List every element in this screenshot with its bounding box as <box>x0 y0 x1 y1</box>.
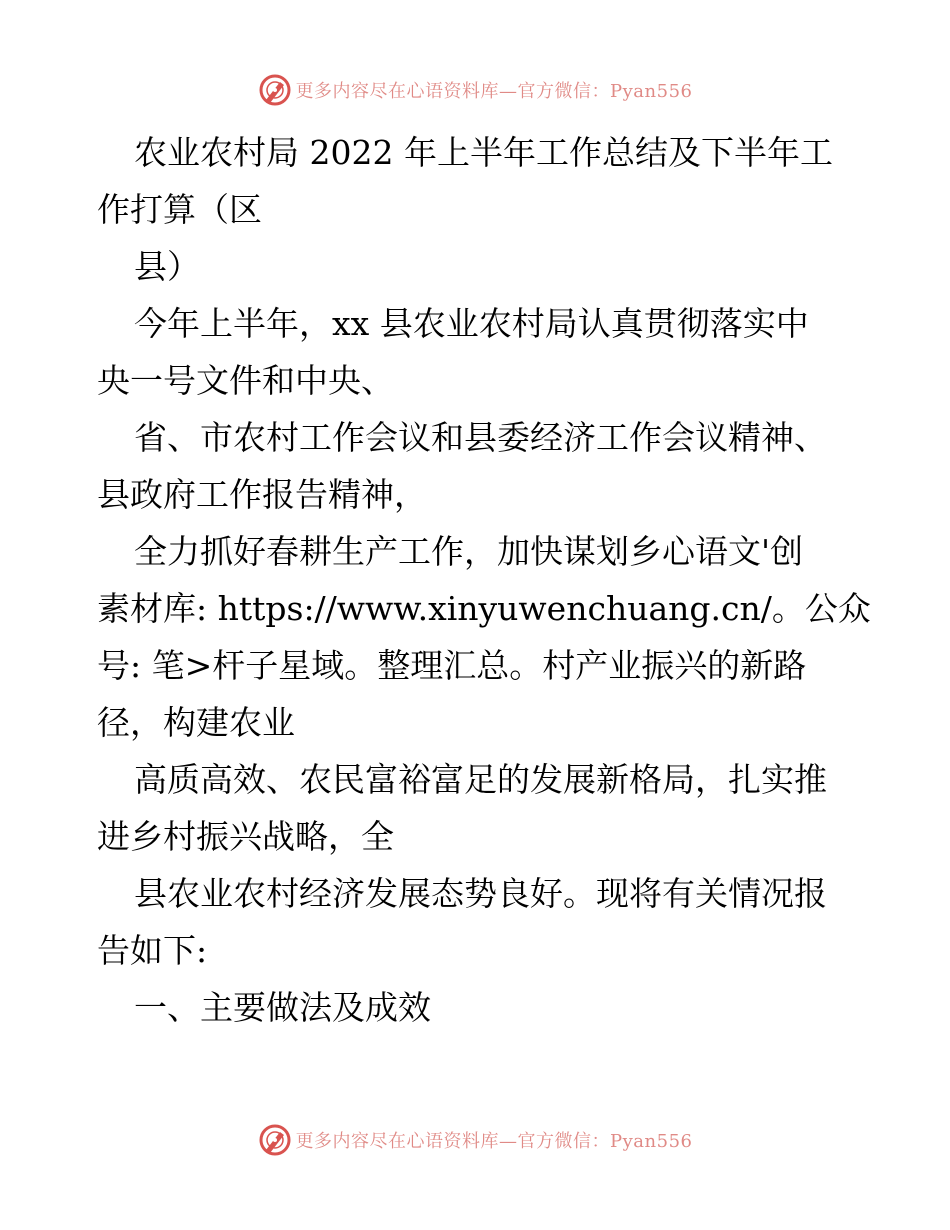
document-line: 农业农村局 2022 年上半年工作总结及下半年工 <box>134 133 833 172</box>
document-body <box>97 124 871 1036</box>
document-line: 全力抓好春耕生产工作，加快谋划乡心语文'创 <box>134 532 804 571</box>
document-line: 县政府工作报告精神， <box>97 475 427 514</box>
document-line: 一、主要做法及成效 <box>134 988 431 1027</box>
header-watermark-text: 更多内容尽在心语资料库—官方微信：Pyan556 <box>295 81 693 102</box>
header-watermark <box>0 70 950 110</box>
document-line: 县） <box>134 247 200 286</box>
footer-watermark-text: 更多内容尽在心语资料库—官方微信：Pyan556 <box>295 1131 693 1152</box>
document-line: 素材库: https://www.xinyuwenchuang.cn/。公众 <box>97 589 871 628</box>
document-line: 径，构建农业 <box>97 703 295 742</box>
document-line: 县农业农村经济发展态势良好。现将有关情况报 <box>134 874 827 913</box>
document-line: 进乡村振兴战略，全 <box>97 817 394 856</box>
document-line: 作打算（区 <box>97 190 262 229</box>
document-line: 省、市农村工作会议和县委经济工作会议精神、 <box>134 418 827 457</box>
document-line: 高质高效、农民富裕富足的发展新格局，扎实推 <box>134 760 827 799</box>
pen-nib-seal-icon <box>258 73 292 107</box>
document-line: 央一号文件和中央、 <box>97 361 394 400</box>
document-line: 号: 笔>杆子星域。整理汇总。村产业振兴的新路 <box>97 646 807 685</box>
document-line: 告如下: <box>97 931 208 970</box>
document-line: 今年上半年，xx 县农业农村局认真贯彻落实中 <box>134 304 809 343</box>
pen-nib-seal-icon <box>258 1123 292 1157</box>
footer-watermark <box>0 1120 950 1160</box>
